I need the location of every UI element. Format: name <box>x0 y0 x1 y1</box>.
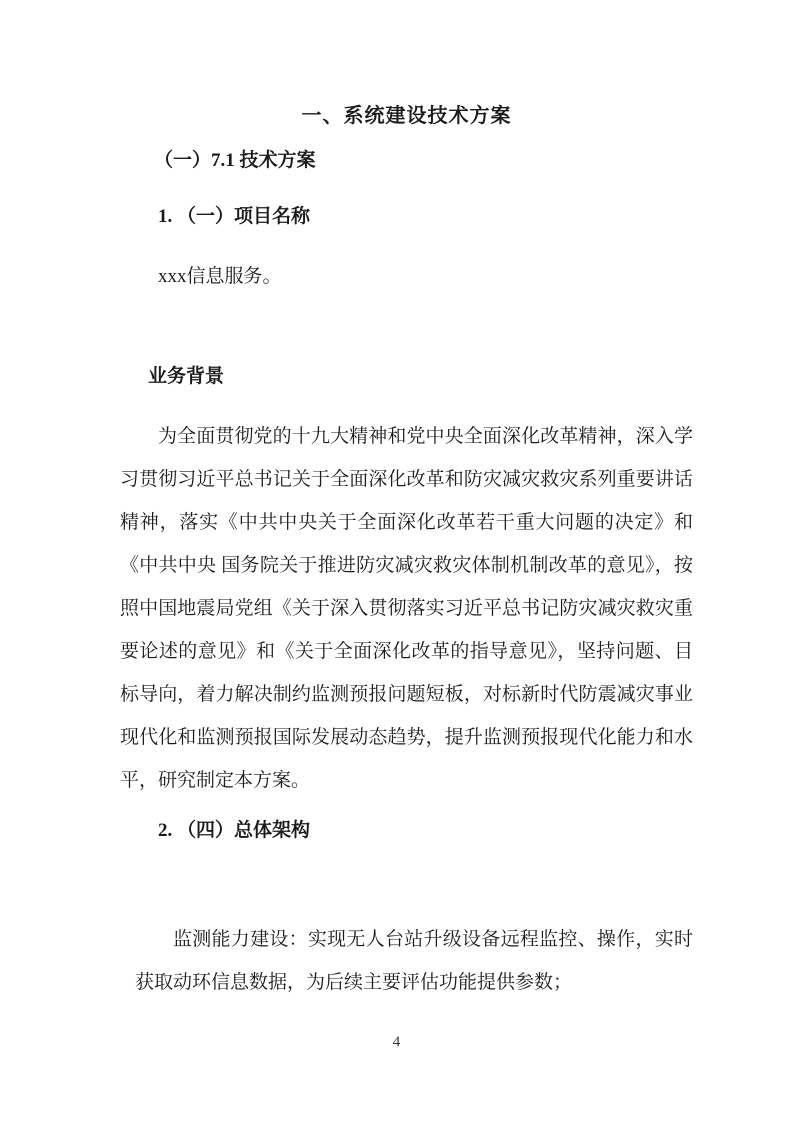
numbered-heading-overall-architecture: 2. （四）总体架构 <box>158 820 311 841</box>
numbered-heading-project-name: 1. （一）项目名称 <box>158 206 311 227</box>
business-background-paragraph: 为全面贯彻党的十九大精神和党中央全面深化改革精神，深入学习贯彻习近平总书记关于全面深化改革和防灾减灾救灾系列重要讲话精神，落实《中共中央关于全面深化改革若干重大问题的决定》和《中共中央 国务院关于推进防灾减灾救灾体制机制改革的意见》，按照中国地震局党组《关于深入贯彻落实习近平总书记防灾减灾救灾重要论述的意见》和《关于全面深化改革的指导意见》，坚持问题、目标导向，着力解决制约监测预报问题短板，对标新时代防震减灾事业现代化和监测预报国际发展动态趋势，提升监测预报现代化能力和水平，研究制定本方案。 <box>120 426 693 791</box>
page-number: 4 <box>392 1034 401 1050</box>
architecture-paragraph: 监测能力建设：实现无人台站升级设备远程监控、操作，实时获取动环信息数据，为后续主要评估功能提供参数； <box>135 929 693 993</box>
business-background-heading: 业务背景 <box>148 366 225 387</box>
project-name-text: xxx信息服务。 <box>158 266 282 287</box>
document-title: 一、系统建设技术方案 <box>301 105 512 127</box>
section-heading-technical-plan: （一）7.1 技术方案 <box>154 150 316 171</box>
